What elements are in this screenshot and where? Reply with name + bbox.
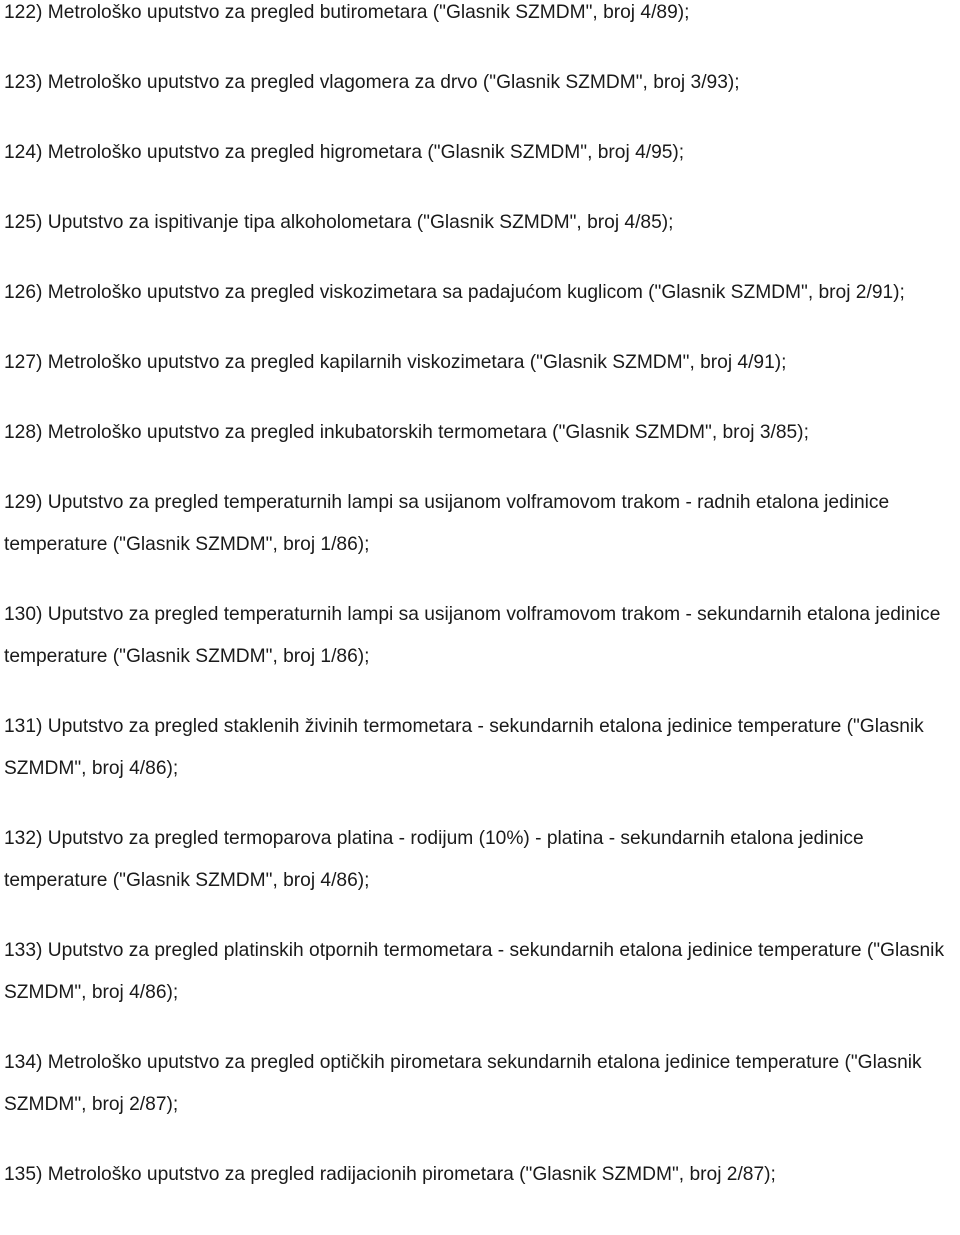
list-item: 132) Uputstvo za pregled termoparova platina - rodijum (10%) - platina - sekundarnih etalona jedinice temperature ("Glasnik SZMDM", broj 4/86);: [4, 828, 864, 891]
list-item: 128) Metrološko uputstvo za pregled inkubatorskih termometara ("Glasnik SZMDM", broj 3/85);: [4, 422, 809, 443]
list-item: 130) Uputstvo za pregled temperaturnih lampi sa usijanom volframovom trakom - sekundarnih etalona jedinice temperature ("Glasnik SZMDM", broj 1/86);: [4, 604, 941, 667]
list-item: 122) Metrološko uputstvo za pregled butirometara ("Glasnik SZMDM", broj 4/89);: [4, 2, 690, 23]
list-item: 126) Metrološko uputstvo za pregled viskozimetara sa padajućom kuglicom ("Glasnik SZMDM", broj 2/91);: [4, 282, 905, 303]
list-item: 129) Uputstvo za pregled temperaturnih lampi sa usijanom volframovom trakom - radnih etalona jedinice temperature ("Glasnik SZMDM", broj 1/86);: [4, 492, 890, 555]
list-item: 134) Metrološko uputstvo za pregled optičkih pirometara sekundarnih etalona jedinice temperature ("Glasnik SZMDM", broj 2/87);: [4, 1052, 922, 1115]
list-item: 127) Metrološko uputstvo za pregled kapilarnih viskozimetara ("Glasnik SZMDM", broj 4/91);: [4, 352, 787, 373]
list-item: 135) Metrološko uputstvo za pregled radijacionih pirometara ("Glasnik SZMDM", broj 2/87);: [4, 1164, 776, 1185]
list-item: 133) Uputstvo za pregled platinskih otpornih termometara - sekundarnih etalona jedinice temperature ("Glasnik SZMDM", broj 4/86);: [4, 940, 945, 1003]
list-item: 131) Uputstvo za pregled staklenih živinih termometara - sekundarnih etalona jedinice temperature ("Glasnik SZMDM", broj 4/86);: [4, 716, 924, 779]
list-item: 124) Metrološko uputstvo za pregled higrometara ("Glasnik SZMDM", broj 4/95);: [4, 142, 685, 163]
list-item: 125) Uputstvo za ispitivanje tipa alkoholometara ("Glasnik SZMDM", broj 4/85);: [4, 212, 674, 233]
regulation-list: [4, 0, 958, 1196]
list-item: 123) Metrološko uputstvo za pregled vlagomera za drvo ("Glasnik SZMDM", broj 3/93);: [4, 72, 740, 93]
